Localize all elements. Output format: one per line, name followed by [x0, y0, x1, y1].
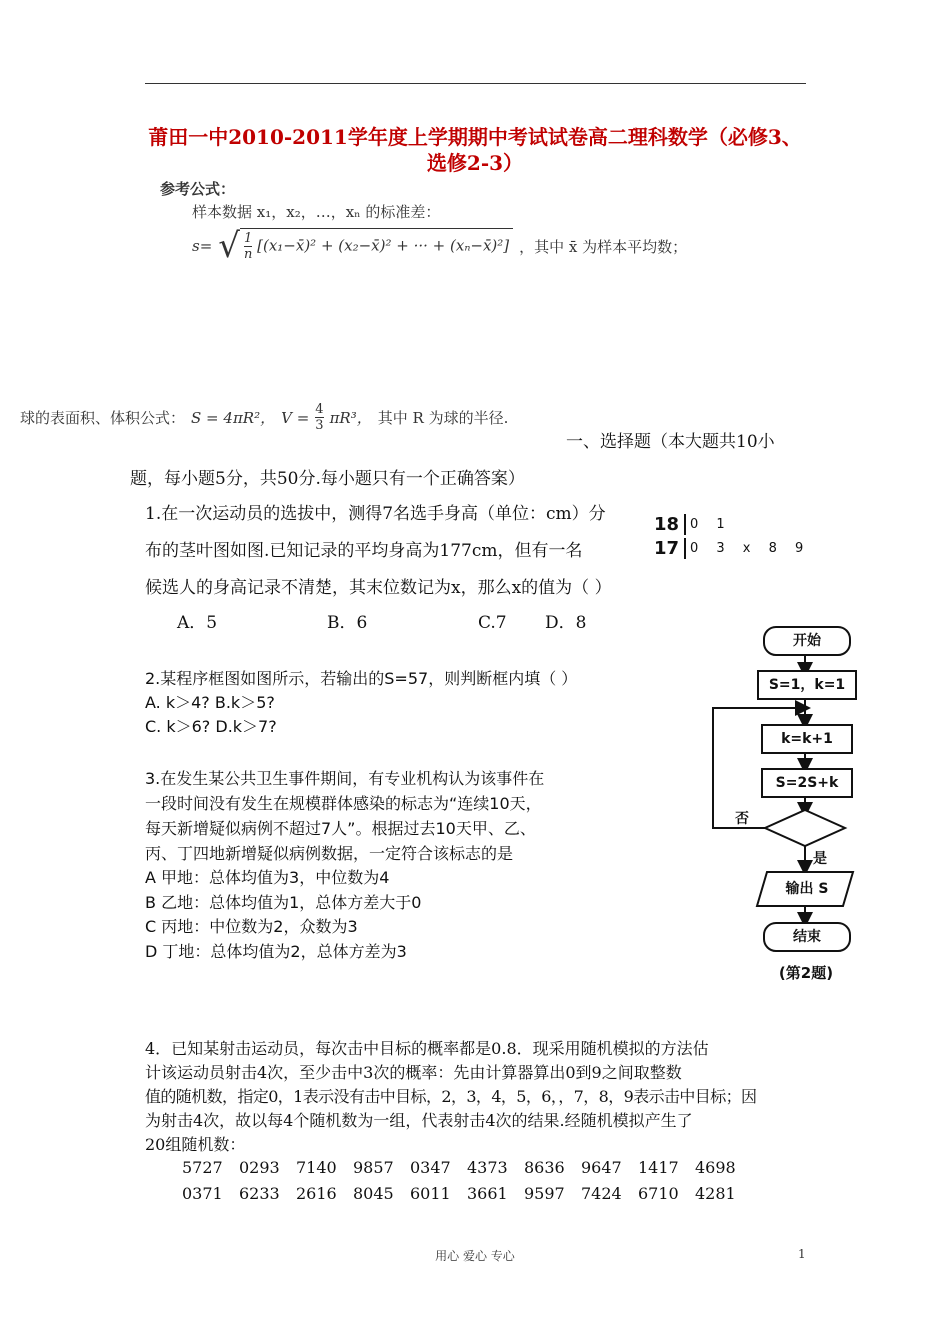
q1-line3: 候选人的身高记录不清楚，其末位数记为x，那么x的值为（ ） [145, 578, 612, 598]
random-number: 6233 [239, 1184, 280, 1203]
sphere-v-den: 3 [315, 418, 324, 433]
q3-line1: 3.在发生某公共卫生事件期间，有专业机构认为该事件在 [145, 769, 545, 788]
random-number: 4281 [695, 1184, 736, 1203]
q4-line1: 4．已知某射击运动员，每次击中目标的概率都是0.8．现采用随机模拟的方法估 [145, 1039, 709, 1058]
random-number: 0347 [410, 1158, 451, 1177]
random-numbers-row1 [182, 1155, 752, 1181]
leaf-values: 0 3 x 8 9 [690, 540, 811, 556]
std-note: ，其中 x̄ 为样本平均数； [519, 237, 688, 256]
random-number: 9597 [524, 1184, 565, 1203]
flow-output: 输出 S [785, 881, 829, 897]
sphere-v-fraction [315, 402, 323, 433]
random-number: 4373 [467, 1158, 508, 1177]
sphere-note: 其中 R 为球的半径. [377, 409, 509, 427]
q1-line2: 布的茎叶图如图.已知记录的平均身高为177cm，但有一名 [145, 541, 583, 561]
stem-value: 18 [650, 514, 686, 535]
q1-option-b: B．6 [327, 613, 368, 633]
flow-step-s: S=2S+k [761, 768, 853, 798]
std-formula [192, 228, 720, 264]
random-number: 9857 [353, 1158, 394, 1177]
q1-option-c: C.7 [478, 613, 507, 633]
q3-option-d: D 丁地：总体均值为2，总体方差为3 [145, 942, 407, 961]
stem-leaf-plot [650, 512, 810, 560]
section-heading-line1: 一、选择题（本大题共10小 [566, 432, 775, 452]
page-title: 莆田一中2010-2011学年度上学期期中考试试卷高二理科数学（必修3、选修2-3） [148, 125, 802, 175]
q2-line3: C. k＞6? D.k＞7? [145, 717, 277, 736]
random-number: 7140 [296, 1158, 337, 1177]
decision-diamond [765, 810, 845, 846]
random-number: 3661 [467, 1184, 508, 1203]
sphere-v-lhs: V = [281, 408, 310, 427]
flow-end: 结束 [763, 922, 851, 952]
flow-yes-label: 是 [813, 851, 827, 867]
std-frac-den: n [243, 247, 253, 262]
leaf-values: 0 1 [690, 516, 732, 532]
q4-line5: 20组随机数： [145, 1135, 246, 1154]
q4-line4: 为射击4次，故以每4个随机数为一组，代表射击4次的结果.经随机模拟产生了 [145, 1111, 693, 1130]
section-heading-line2: 题，每小题5分，共50分.每小题只有一个正确答案） [130, 469, 525, 489]
random-numbers-row2 [182, 1181, 752, 1207]
stem-row [650, 536, 810, 560]
q3-option-c: C 丙地：中位数为2，众数为3 [145, 917, 358, 936]
footer-text: 用心 爱心 专心 [435, 1249, 515, 1263]
sphere-formula [20, 402, 508, 433]
ref-sample-line: 样本数据 x₁，x₂，…，xₙ 的标准差： [192, 203, 441, 221]
q3-option-b: B 乙地：总体均值为1，总体方差大于0 [145, 893, 422, 912]
stem-value: 17 [650, 538, 686, 559]
random-number: 5727 [182, 1158, 223, 1177]
q3-option-a: A 甲地：总体均值为3，中位数为4 [145, 868, 390, 887]
random-number: 2616 [296, 1184, 337, 1203]
flow-start: 开始 [763, 626, 851, 656]
sqrt-symbol: √ $\frac{1}{n}$ [(x₁−x̄)² + (x₂−x̄)² + ··· + (xₙ−x̄)²] [218, 228, 513, 264]
random-number: 6710 [638, 1184, 679, 1203]
random-number: 8045 [353, 1184, 394, 1203]
random-number: 1417 [638, 1158, 679, 1177]
random-number: 0371 [182, 1184, 223, 1203]
flow-no-label: 否 [735, 811, 749, 827]
ref-heading: 参考公式： [160, 180, 236, 198]
flow-step-k: k=k+1 [761, 724, 853, 754]
flowchart [705, 618, 875, 998]
random-number: 9647 [581, 1158, 622, 1177]
flow-caption: (第2题) [778, 964, 834, 982]
std-lhs: s= [192, 237, 213, 255]
sphere-v-num: 4 [315, 402, 324, 417]
q4-line2: 计该运动员射击4次，至少击中3次的概率：先由计算器算出0到9之间取整数 [145, 1063, 682, 1082]
flow-init: S=1，k=1 [757, 670, 857, 700]
std-frac-num: 1 [244, 231, 253, 246]
q1-option-d: D．8 [545, 613, 587, 633]
std-fraction [244, 231, 252, 262]
page-number: 1 [798, 1247, 806, 1261]
q3-line3: 每天新增疑似病例不超过7人”。根据过去10天甲、乙、 [145, 819, 536, 838]
q1-option-a: A．5 [177, 613, 218, 633]
sphere-v-rhs: πR³， [329, 409, 372, 427]
header-rule [145, 83, 806, 84]
random-number: 6011 [410, 1184, 451, 1203]
sphere-label: 球的表面积、体积公式： [20, 409, 186, 427]
random-number: 0293 [239, 1158, 280, 1177]
random-number: 8636 [524, 1158, 565, 1177]
sphere-surface: S = 4πR²， [191, 409, 276, 427]
stem-row [650, 512, 810, 536]
q3-line4: 丙、丁四地新增疑似病例数据，一定符合该标志的是 [145, 844, 514, 863]
q2-line2: A. k＞4? B.k＞5? [145, 693, 275, 712]
q3-line2: 一段时间没有发生在规模群体感染的标志为“连续10天， [145, 794, 542, 813]
q1-line1: 1.在一次运动员的选拔中，测得7名选手身高（单位：cm）分 [145, 504, 606, 524]
random-number: 7424 [581, 1184, 622, 1203]
reference-formulas [160, 178, 720, 264]
random-number: 4698 [695, 1158, 736, 1177]
std-body: [(x₁−x̄)² + (x₂−x̄)² + ··· + (xₙ−x̄)²] [257, 236, 510, 255]
q2-line1: 2.某程序框图如图所示，若输出的S=57，则判断框内填（ ） [145, 669, 578, 688]
q4-line3: 值的随机数，指定0，1表示没有击中目标，2，3，4，5，6，，7，8，9表示击中目标；因 [145, 1087, 757, 1106]
